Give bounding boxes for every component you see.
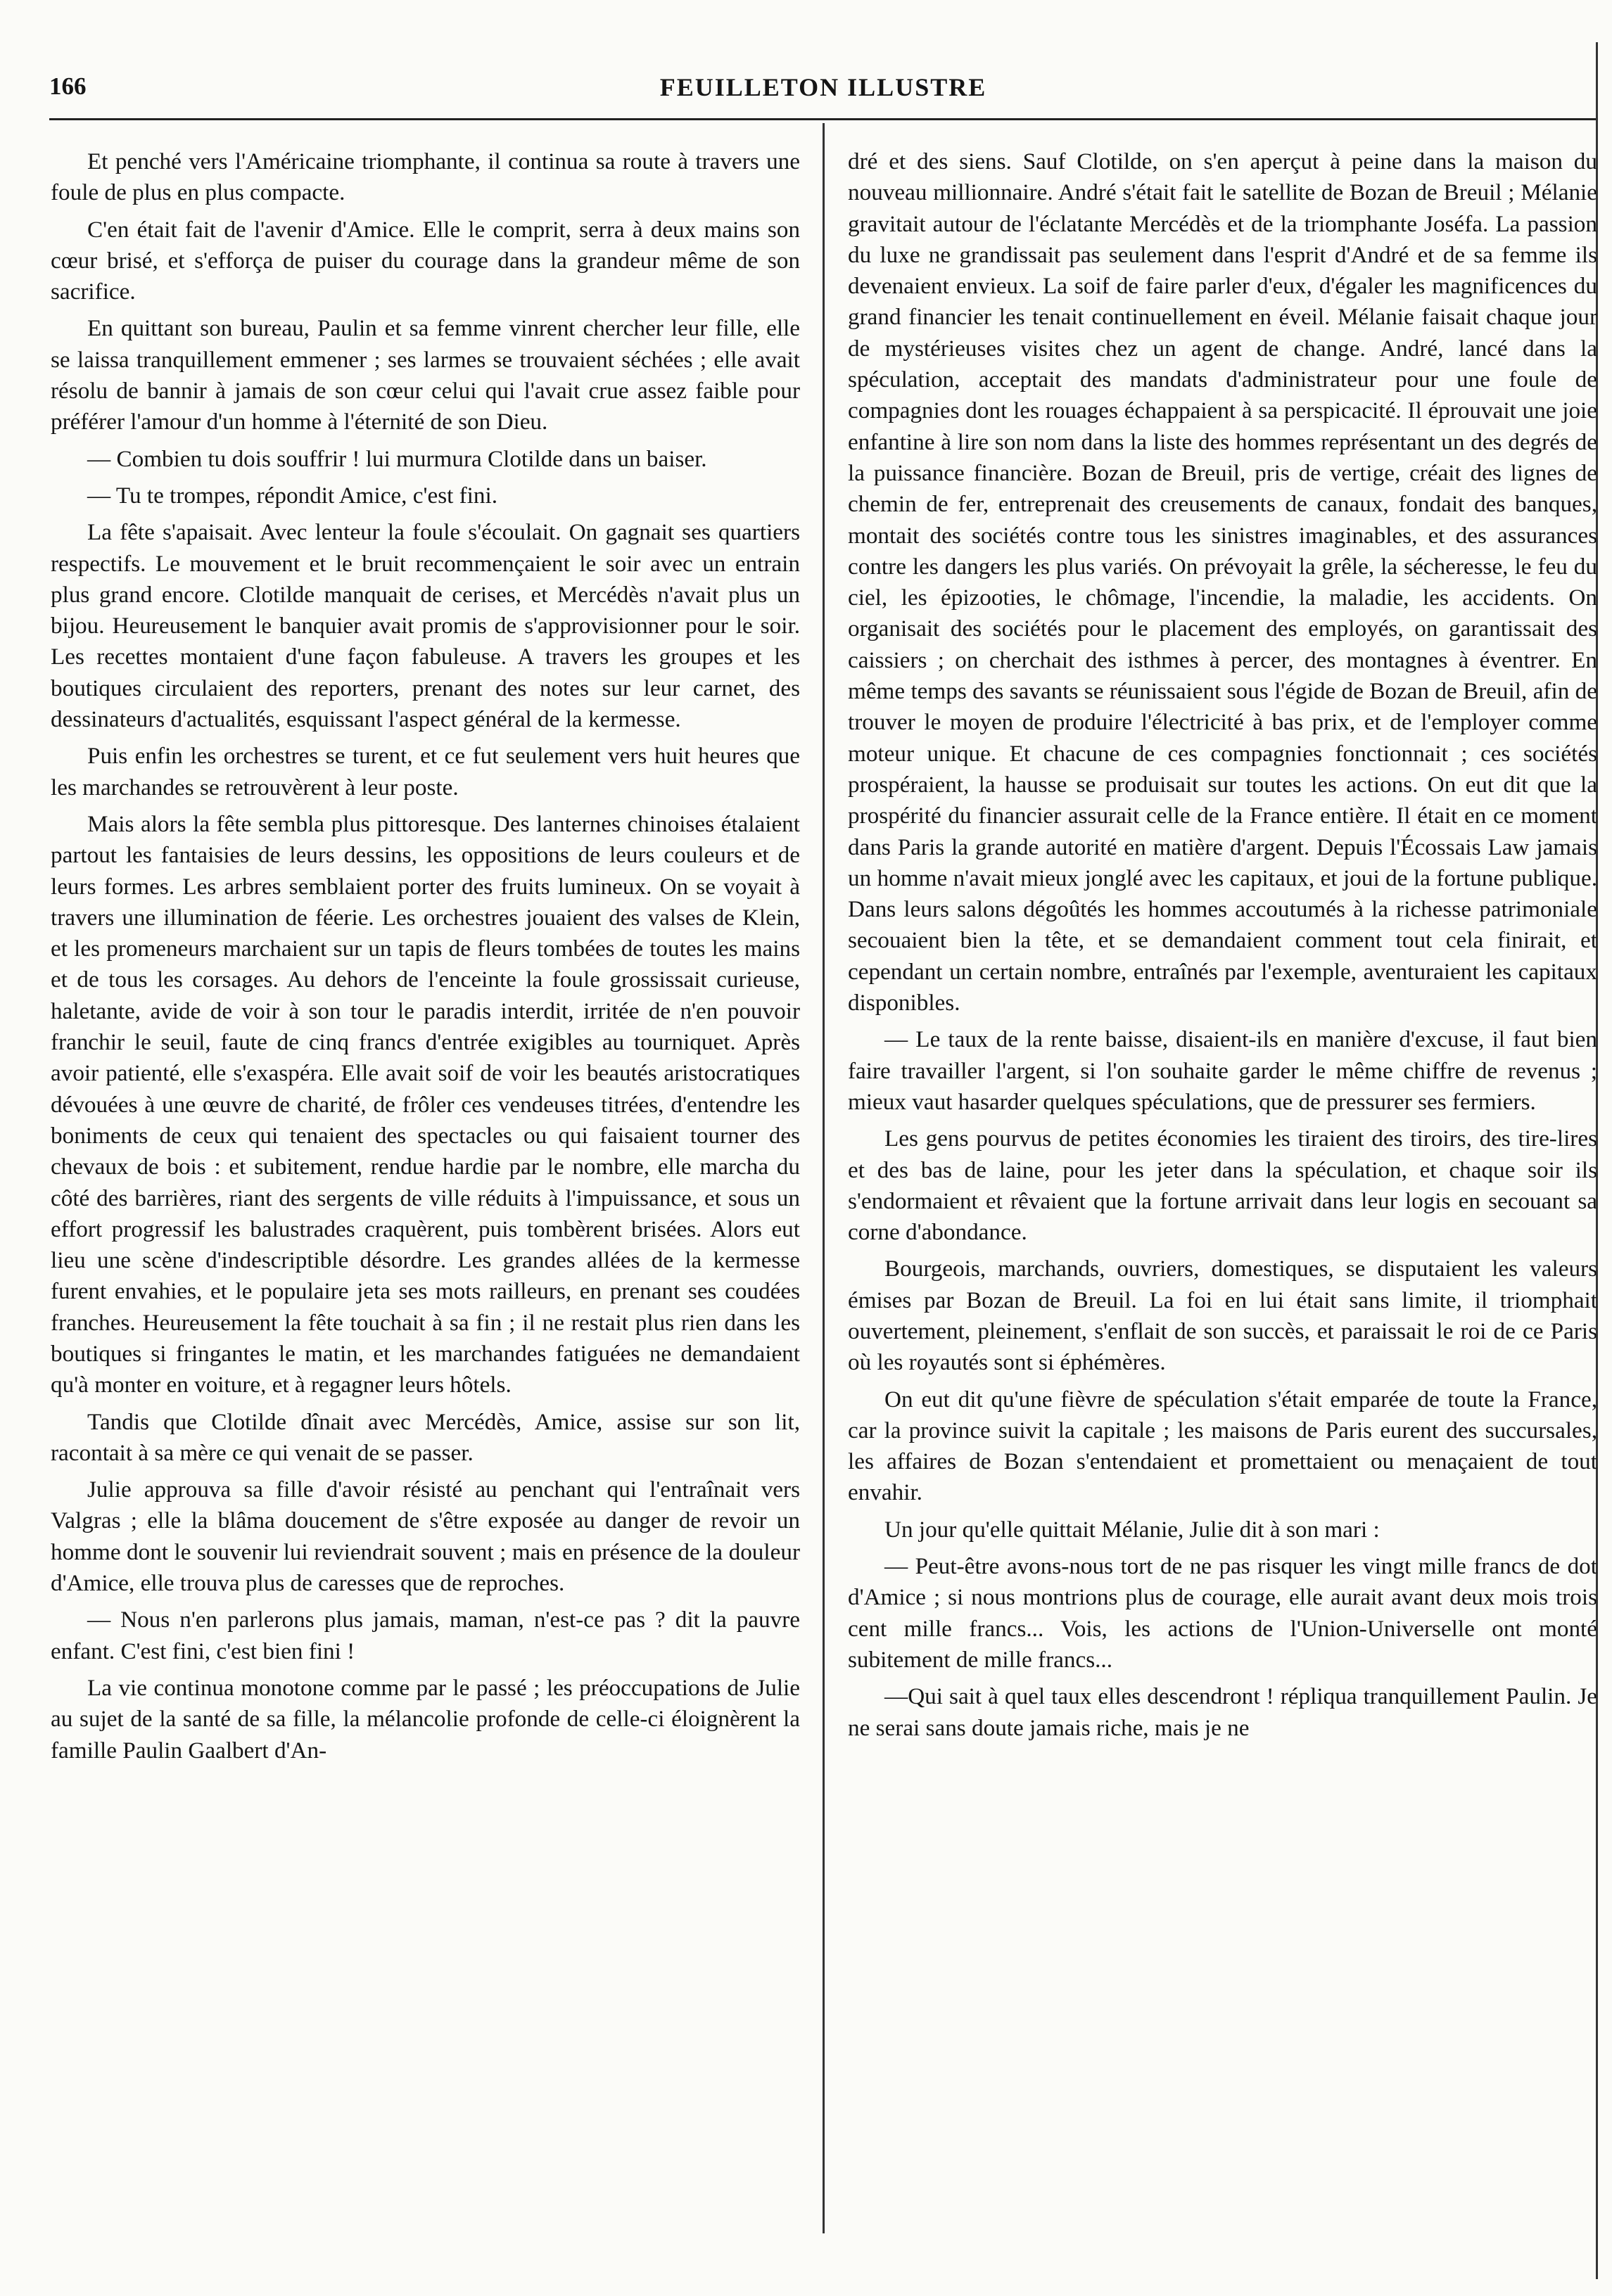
paragraph: Mais alors la fête sembla plus pittoresque. Des lanternes chinoises étalaient partout les fantaisies de leurs dessins, les oppositions de leurs couleurs et de leurs formes. Les arbres semblaient porter des fruits lumineux. On se voyait à travers une illumination de féerie. Les orchestres jouaient des valses de Klein, et les promeneurs marchaient sur un tapis de fleurs tombées de toutes les mains et de tous les corsages. Au dehors de l'enceinte la foule grossissait curieuse, haletante, avide de voir à son tour le paradis interdit, irritée de n'en pouvoir franchir le seuil, faute de cinq francs d'entrée exigibles au tourniquet. Après avoir patienté, elle s'exaspéra. Elle avait soif de voir les beautés aristocratiques dévouées à une œuvre de charité, de frôler ces vendeuses titrées, d'entendre les boniments de ceux qui tenaient des spectacles ou qui faisaient tourner des chevaux de bois : et subitement, rendue hardie par le nombre, elle marcha du côté des barrières, riant des sergents de ville réduits à l'impuissance, et sous un effort progressif les balustrades craquèrent, puis tombèrent brisées. Alors eut lieu une scène d'indescriptible désordre. Les grandes allées de la kermesse furent envahies, et le populaire jeta ses mots railleurs, en prenant ses coudées franches. Heureusement la fête touchait à sa fin ; il ne restait plus rien dans les boutiques si fringantes le matin, et les marchandes fatiguées ne demandaient qu'à monter en voiture, et à regagner leurs hôtels. — [51, 810, 800, 1398]
column-divider — [823, 123, 825, 2233]
paragraph: Et penché vers l'Américaine triomphante, il continua sa route à travers une foule de plus en plus compacte. — [51, 148, 800, 206]
paragraph: Puis enfin les orchestres se turent, et ce fut seulement vers huit heures que les marchandes se retrouvèrent à leur poste. — [51, 743, 800, 801]
page-number: 166 — [49, 72, 87, 100]
paragraph: Un jour qu'elle quittait Mélanie, Julie dit à son mari : — [884, 1516, 1380, 1543]
paragraph: Julie approuva sa fille d'avoir résisté au penchant qui l'entraînait vers Valgras ; elle la blâma doucement de s'être exposée au danger de revoir un homme dont le souvenir lui reviendrait souvent ; mais en présence de la douleur d'Amice, elle trouva plus de caresses que de reproches. — [51, 1477, 800, 1597]
paragraph: En quittant son bureau, Paulin et sa femme vinrent chercher leur fille, elle se laissa tranquillement emmener ; ses larmes se trouvaient séchées ; elle avait résolu de bannir à jamais de son cœur celui qui l'avait crue assez faible pour préférer l'amour d'un homme à l'éternité de son Dieu. — [51, 315, 800, 435]
paragraph: — Nous n'en parlerons plus jamais, maman, n'est-ce pas ? dit la pauvre enfant. C'est fini, c'est bien fini ! — [51, 1607, 800, 1664]
paragraph: — Peut-être avons-nous tort de ne pas risquer les vingt mille francs de dot d'Amice ; si nous montrions plus de courage, elle aurait avant deux mois trois cent mille francs... Vois, les actions de l'Union-Universelle ont monté subitement de mille francs... — [848, 1553, 1597, 1673]
page-header — [49, 72, 1597, 115]
paragraph: —Qui sait à quel taux elles descendront ! répliqua tranquillement Paulin. Je ne serai sans doute jamais riche, mais je ne — [848, 1683, 1597, 1741]
paragraph: La fête s'apaisait. Avec lenteur la foule s'écoulait. On gagnait ses quartiers respectifs. Le mouvement et le bruit recommençaient le soir avec un entrain plus grand encore. Clotilde manquait de cerises, et Mercédès n'avait plus un bijou. Heureusement le banquier avait promis de s'approvisionner pour le soir. Les recettes montaient d'une façon fabuleuse. A travers les groupes et les boutiques circulaient des reporters, prenant des notes sur leur carnet, des dessinateurs d'actualités, esquissant l'aspect général de la kermesse. — [51, 519, 800, 733]
paragraph: Bourgeois, marchands, ouvriers, domestiques, se disputaient les valeurs émises par Bozan de Breuil. La foi en lui était sans limite, il triomphait ouvertement, pleinement, s'enflait de son succès, et paraissait le roi de ce Paris où les royautés sont si éphémères. — [848, 1256, 1597, 1376]
paragraph: — Le taux de la rente baisse, disaient-ils en manière d'excuse, il faut bien faire travailler l'argent, si l'on souhaite garder le même chiffre de revenus ; mieux vaut hasarder quelques spéculations, que de pressurer ses fermiers. — [848, 1026, 1597, 1115]
header-rule — [49, 118, 1597, 120]
paragraph: La vie continua monotone comme par le passé ; les préoccupations de Julie au sujet de la santé de sa fille, la mélancolie profonde de celle-ci éloignèrent la famille Paulin Gaalbert d'An- — [51, 1674, 800, 1764]
paragraph: — Tu te trompes, répondit Amice, c'est fini. — [87, 482, 498, 509]
paragraph: On eut dit qu'une fièvre de spéculation s'était emparée de toute la France, car la province suivit la capitale ; les maisons de Paris eurent des succursales, les affaires de Bozan s'entendaient et promettaient ou menaçaient de tout envahir. — [848, 1386, 1597, 1506]
left-column — [51, 146, 800, 1772]
paragraph: C'en était fait de l'avenir d'Amice. Elle le comprit, serra à deux mains son cœur brisé, et s'efforça de puiser du courage dans la grandeur même de son sacrifice. — [51, 216, 800, 305]
paragraph: dré et des siens. Sauf Clotilde, on s'en aperçut à peine dans la maison du nouveau millionnaire. André s'était fait le satellite de Bozan de Breuil ; Mélanie gravitait autour de l'éclatante Mercédès et de la triomphante Joséfa. La passion du luxe ne grandissait pas seulement dans l'esprit d'André et de sa femme ils devenaient envieux. La soif de faire parler d'eux, d'égaler les magnificences du grand financier les tenait continuellement en éveil. Mélanie faisait chaque jour de mystérieuses visites chez un agent de change. André, lancé dans la spéculation, acceptait des mandats d'administrateur pour une foule de compagnies dont les rouages échappaient à sa perspicacité. Il éprouvait une joie enfantine à lire son nom dans la liste des hommes représentant un des degrés de la puissance financière. Bozan de Breuil, pris de vertige, créait des lignes de chemin de fer, entreprenait des creusements de canaux, fondait des banques, montait des sociétés contre tous les sinistres imaginables, et des assurances contre les dangers les plus variés. On prévoyait la grêle, la sécheresse, le feu du ciel, les épizooties, le chômage, l'incendie, la maladie, les accidents. On organisait des sociétés pour le placement des employés, on garantissait des caissiers ; on cherchait des isthmes à percer, des montagnes à éventrer. En même temps des savants se réunissaient sous l'égide de Bozan de Breuil, afin de trouver le moyen de produire l'électricité à bas prix, et de l'employer comme moteur unique. Et chacune de ces compagnies fonctionnait ; ces sociétés prospéraient, la hausse se produisait sur toutes les actions. On eut dit que la prospérité du financier assurait celle de la France entière. Il était en ce moment dans Paris la grande autorité en matière d'argent. Depuis l'Écossais Law jamais un homme n'avait mieux jonglé avec les capitaux, et joui de la fortune publique. Dans leurs salons dégoûtés les hommes accoutumés à la richesse patrimoniale secouaient bien la tête, et se demandaient comment tout cela finirait, et cependant un certain nombre, entraînés par l'exemple, aventuraient les capitaux disponibles. — [848, 148, 1597, 1016]
paragraph: Tandis que Clotilde dînait avec Mercédès, Amice, assise sur son lit, racontait à sa mère ce qui venait de se passer. — [51, 1408, 800, 1466]
paragraph: Les gens pourvus de petites économies les tiraient des tiroirs, des tire-lires et des bas de laine, pour les jeter dans la spéculation, et chaque soir ils s'endormaient et rêvaient que la fortune arrivait dans leur logis en secouant sa corne d'abondance. — [848, 1125, 1597, 1246]
running-title: FEUILLETON ILLUSTRE — [659, 73, 987, 101]
right-column — [848, 146, 1597, 1749]
paragraph: — Combien tu dois souffrir ! lui murmura Clotilde dans un baiser. — [87, 445, 707, 472]
